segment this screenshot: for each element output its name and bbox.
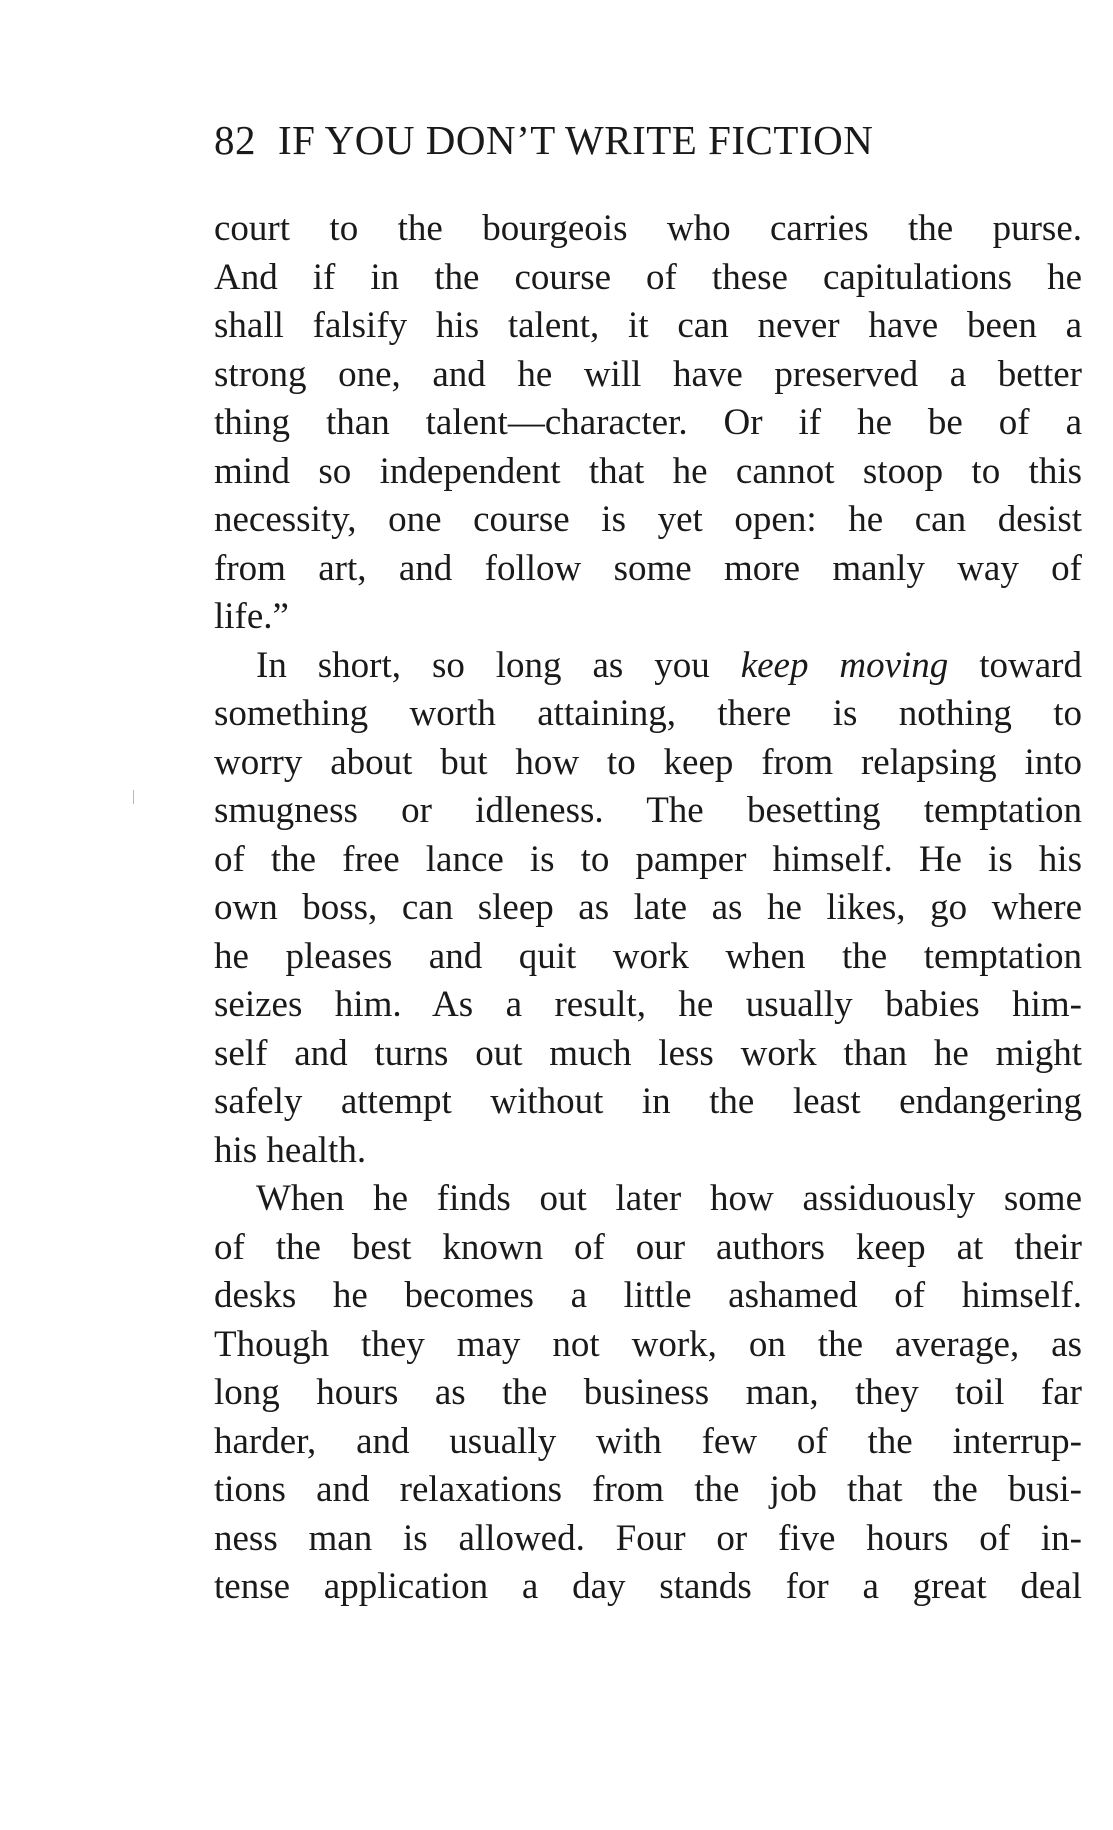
- text-line: smugness or idleness. The besetting temptation: [214, 790, 1082, 831]
- running-head: [214, 110, 873, 170]
- text-line: harder, and usually with few of the interrup-: [214, 1420, 1082, 1462]
- paragraph-3: [214, 1175, 1082, 1612]
- text-line: necessity, one course is yet open: he can desist: [214, 499, 1082, 540]
- page-number: 82: [214, 117, 256, 163]
- text-run: In short, so long as you: [256, 644, 741, 686]
- text-line: life.”: [214, 596, 289, 637]
- text-line: of the free lance is to pamper himself. He is his: [214, 838, 1082, 880]
- text-line: safely attempt without in the least endangering: [214, 1081, 1082, 1122]
- text-line: Though they may not work, on the average, as: [214, 1323, 1082, 1365]
- text-line: And if in the course of these capitulations he: [214, 256, 1082, 298]
- text-line: tions and relaxations from the job that the busi-: [214, 1469, 1082, 1510]
- text-line: shall falsify his talent, it can never have been a: [214, 305, 1082, 346]
- text-line: thing than talent—character. Or if he be of a: [214, 402, 1082, 443]
- text-run: toward: [948, 644, 1082, 686]
- text-line: of the best known of our authors keep at their: [214, 1226, 1082, 1268]
- text-line-first: [214, 642, 1082, 691]
- text-line: strong one, and he will have preserved a better: [214, 353, 1082, 395]
- text-line: mind so independent that he cannot stoop to this: [214, 450, 1082, 492]
- text-line: ness man is allowed. Four or five hours of in-: [214, 1517, 1082, 1559]
- text-line: own boss, can sleep as late as he likes, go where: [214, 887, 1082, 928]
- emphasis-text: keep moving: [740, 644, 949, 686]
- text-line: seizes him. As a result, he usually babies him-: [214, 984, 1082, 1025]
- paragraph-2: [214, 642, 1082, 1176]
- text-line: something worth attaining, there is nothing to: [214, 693, 1082, 734]
- text-line: court to the bourgeois who carries the purse.: [214, 208, 1082, 249]
- text-line: worry about but how to keep from relapsing into: [214, 741, 1082, 783]
- text-line: from art, and follow some more manly way of: [214, 547, 1082, 589]
- text-line: his health.: [214, 1129, 367, 1171]
- text-line: long hours as the business man, they toil far: [214, 1372, 1082, 1413]
- body-text: [214, 205, 1082, 1612]
- text-line: he pleases and quit work when the temptation: [214, 935, 1082, 977]
- text-line: desks he becomes a little ashamed of himself.: [214, 1275, 1082, 1316]
- margin-mark: [133, 790, 134, 804]
- text-line: tense application a day stands for a great deal: [214, 1566, 1082, 1607]
- running-title: IF YOU DON’T WRITE FICTION: [278, 117, 874, 163]
- text-line: self and turns out much less work than he might: [214, 1032, 1082, 1074]
- paragraph-1: [214, 205, 1082, 642]
- text-line-first: When he finds out later how assiduously some: [256, 1178, 1082, 1219]
